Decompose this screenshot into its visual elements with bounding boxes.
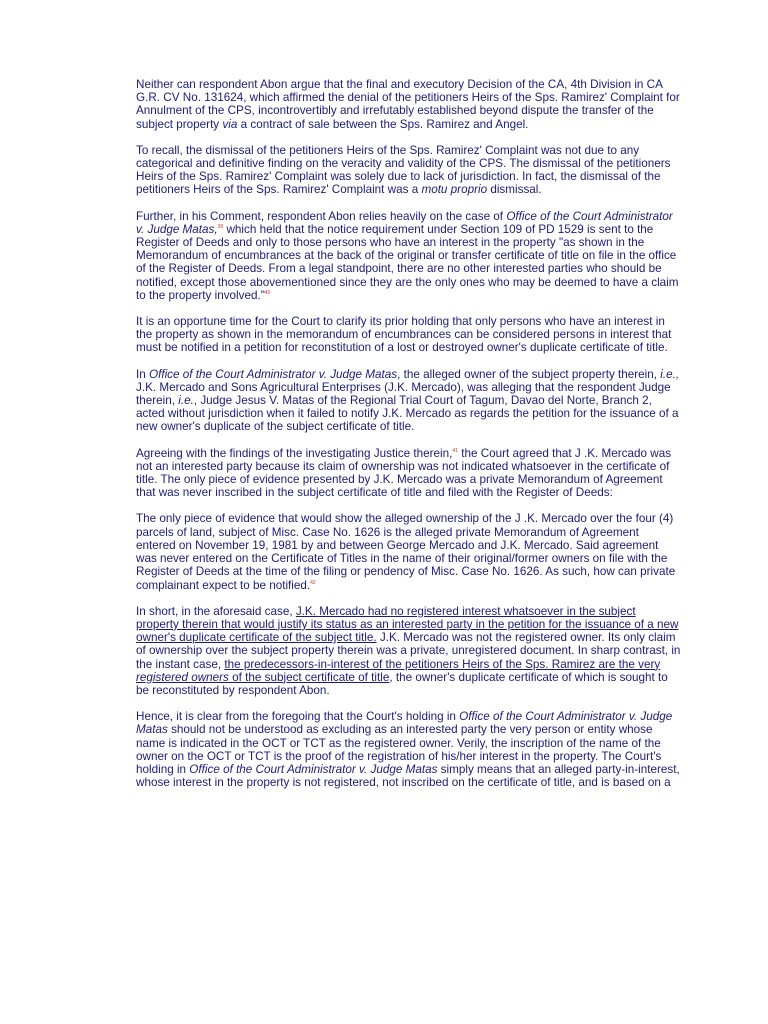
text: should not be understood as excluding as an interested party the very person or entity whose name is indicated in the OCT or TCT as the registered owner. Verily, the inscription of the name of the owner on the OCT or TCT is the proof of the registration of his/her interest in the property. The Court's holding in — [136, 723, 662, 776]
italic-text: i.e., — [660, 367, 680, 381]
italic-text: motu proprio — [421, 183, 488, 197]
text: , the owner's duplicate certificate of which is sought to be reconstituted by respondent Abon. — [136, 670, 668, 697]
text: J.K. Mercado was not the registered owner. Its only claim of ownership over the subject property therein was a private, unregistered document. In sharp contrast, in the instant case, — [136, 631, 681, 671]
footnote-link[interactable]: 42 — [310, 579, 316, 586]
paragraph-7 — [136, 512, 681, 591]
underlined-italic-text: registered owners — [136, 670, 229, 684]
paragraph-8 — [136, 605, 681, 697]
text: Hence, it is clear from the foregoing that the Court's holding in — [136, 710, 460, 724]
text: Agreeing with the findings of the investigating Justice therein, — [136, 446, 453, 460]
case-name: Office of the Court Administrator v. Judge Matas — [149, 367, 398, 381]
paragraph-4 — [136, 315, 681, 355]
case-name: Office of the Court Administrator v. Judge Matas — [189, 762, 438, 776]
text: dismissal. — [487, 183, 542, 197]
text: In — [136, 367, 149, 381]
footnote-link[interactable]: 40 — [264, 289, 271, 296]
text: the Court agreed that J .K. Mercado was not an interested party because its claim of ownership was not indicated whatsoever in the certificate of title. The only piece of evidence presented by J.K. Mercado was a private Memorandum of Agreement that was never inscribed in the subject certificate of title and filed with the Register of Deeds: — [136, 446, 672, 500]
document-body — [136, 78, 681, 802]
text: a contract of sale between the Sps. Ramirez and Angel. — [237, 117, 529, 131]
underlined-text: the predecessors-in-interest of the petitioners Heirs of the Sps. Ramirez are the very — [224, 657, 661, 671]
text: The only piece of evidence that would show the alleged ownership of the J .K. Mercado over the four (4) parcels of land, subject of Misc. Case No. 1626 is the alleged private Memorandum of Agreement entered on November 19, 1981 by and between George Mercado and J.K. Mercado. Said agreement was never entered on the Certificate of Titles in the name of their original/former owners on file with the Register of Deeds at the time of the filing or pendency of Misc. Case No. 1626. As such, how can private complainant expect to be notified. — [136, 512, 676, 592]
text: which held that the notice requirement under Section 109 of PD 1529 is sent to the Register of Deeds and only to those persons who have an interest in the property "as shown in the Memorandum of encumbrances at the back of the original or transfer certificate of title on file in the office of the Register of Deeds. From a legal standpoint, there are no other interested parties who should be notified, except those abovementioned since they are the only ones who may be deemed to have a claim to the property involved." — [136, 222, 679, 302]
text: , the alleged owner of the subject property therein, — [397, 367, 661, 381]
text: J.K. Mercado and Sons Agricultural Enterprises (J.K. Mercado), was alleging that the respondent Judge therein, — [136, 380, 671, 408]
paragraph-5 — [136, 368, 681, 434]
underlined-text: of the subject certificate of title — [228, 670, 390, 684]
paragraph-3 — [136, 210, 681, 302]
underlined-text: J.K. Mercado had no registered interest whatsoever in the subject property therein that would justify its status as an interested party in the petition for the issuance of a new owner's duplicate certificate of the subject title. — [136, 604, 679, 645]
text: simply means that an alleged party-in-interest, whose interest in the property is not registered, not inscribed on the certificate of title, and is based on a — [136, 762, 680, 790]
paragraph-9 — [136, 710, 681, 789]
paragraph-6 — [136, 447, 681, 500]
paragraph-1 — [136, 78, 681, 131]
text: Neither can respondent Abon argue that the final and executory Decision of the CA, 4th Division in CA G.R. CV No. 131624, which affirmed the denial of the petitioners Heirs of the Sps. Ramirez' Complaint for Annulment of the CPS, incontrovertibly and irrefutably established beyond dispute the transfer of the subject property — [136, 78, 680, 131]
footnote-link[interactable]: 39 — [217, 223, 224, 230]
case-name: Office of the Court Administrator v. Judge Matas, — [136, 209, 673, 236]
text: To recall, the dismissal of the petitioners Heirs of the Sps. Ramirez' Complaint was not due to any categorical and definitive finding on the veracity and validity of the CPS. The dismissal of the petitioners Heirs of the Sps. Ramirez' Complaint was solely due to lack of jurisdiction. In fact, the dismissal of the petitioners Heirs of the Sps. Ramirez' Complaint was a — [136, 143, 671, 197]
text: It is an opportune time for the Court to clarify its prior holding that only persons who have an interest in the property as shown in the memorandum of encumbrances can be considered persons in interest that must be notified in a petition for reconstitution of a lost or destroyed owner's duplicate certificate of title. — [136, 315, 672, 355]
paragraph-2 — [136, 144, 681, 197]
case-name: Office of the Court Administrator v. Judge Matas — [136, 710, 673, 737]
text: In short, in the aforesaid case, — [136, 604, 296, 618]
text: Further, in his Comment, respondent Abon relies heavily on the case of — [136, 209, 507, 223]
text: , Judge Jesus V. Matas of the Regional Trial Court of Tagum, Davao del Norte, Branch 2, acted without jurisdiction when it failed to notify J.K. Mercado as regards the petition for the issuance of a new owner's duplicate of the subject certificate of title. — [136, 394, 679, 434]
footnote-link[interactable]: 41 — [452, 447, 458, 454]
italic-text: i.e. — [178, 394, 194, 408]
italic-text: via — [222, 117, 238, 131]
